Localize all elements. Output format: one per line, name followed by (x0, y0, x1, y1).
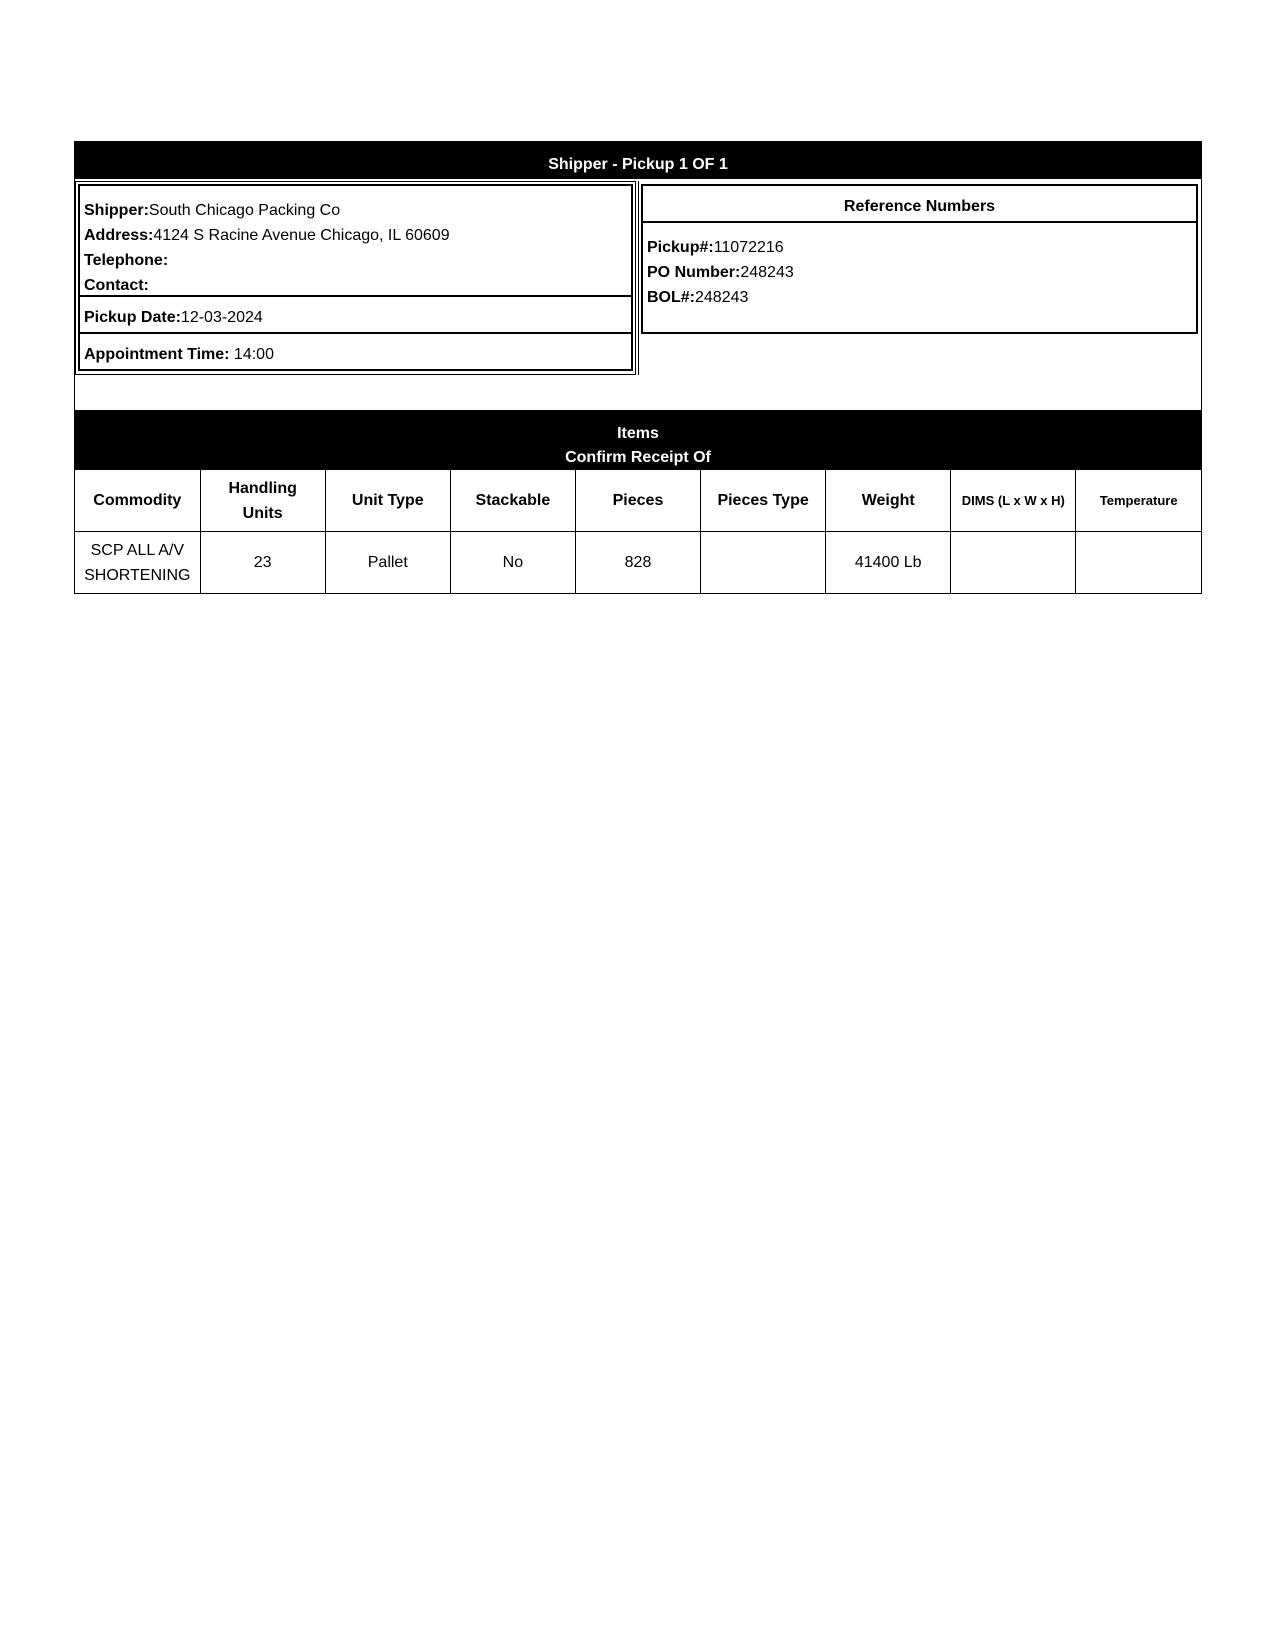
cell-unit-type: Pallet (325, 532, 450, 594)
col-pieces: Pieces (575, 470, 700, 532)
pickup-number-value: 11072216 (713, 239, 784, 256)
col-stackable: Stackable (450, 470, 575, 532)
bol-number-line (647, 285, 1196, 310)
reference-body (643, 223, 1196, 310)
reference-column (641, 184, 1198, 334)
items-subtitle: Confirm Receipt Of (565, 449, 711, 466)
cell-stackable: No (450, 532, 575, 594)
col-dims: DIMS (L x W x H) (951, 470, 1076, 532)
address-label: Address: (84, 227, 154, 244)
address-value: 4124 S Racine Avenue Chicago, IL 60609 (153, 227, 450, 244)
po-number-value: 248243 (740, 264, 794, 281)
items-table (75, 470, 1201, 593)
cell-commodity-text: SCP ALL A/V SHORTENING (84, 541, 191, 584)
po-number-line (647, 260, 1196, 285)
col-unit-type: Unit Type (325, 470, 450, 532)
contact-label: Contact: (84, 277, 149, 294)
po-number-label: PO Number: (647, 264, 741, 281)
appointment-label: Appointment Time: (84, 346, 230, 363)
document-header (75, 142, 1201, 179)
bol-number-label: BOL#: (647, 289, 695, 306)
col-handling-units-label: Handling Units (228, 479, 297, 522)
table-row (75, 532, 1201, 594)
pickup-document (74, 141, 1202, 594)
pickup-date-value: 12-03-2024 (180, 309, 263, 326)
pickup-number-line (647, 235, 1196, 260)
pickup-date-line (84, 309, 631, 327)
pickup-number-label: Pickup#: (647, 239, 714, 256)
pickup-date-label: Pickup Date: (84, 309, 181, 326)
cell-weight: 41400 Lb (826, 532, 951, 594)
col-handling-units (200, 470, 325, 532)
items-header (75, 410, 1201, 470)
reference-box (641, 184, 1198, 334)
cell-handling-units: 23 (200, 532, 325, 594)
bol-number-value: 248243 (695, 289, 749, 306)
document-title: Shipper - Pickup 1 OF 1 (548, 156, 728, 173)
telephone-line (84, 248, 631, 273)
shipper-label: Shipper: (84, 202, 149, 219)
cell-commodity (75, 532, 200, 594)
col-temperature: Temperature (1076, 470, 1201, 532)
appointment-box (78, 334, 633, 371)
col-weight: Weight (826, 470, 951, 532)
column-divider (638, 181, 639, 375)
cell-temperature (1076, 532, 1201, 594)
contact-line (84, 273, 631, 298)
cell-dims (951, 532, 1076, 594)
items-title: Items (617, 425, 659, 442)
reference-title: Reference Numbers (643, 186, 1196, 223)
shipper-info-box (78, 184, 633, 297)
items-header-row (75, 470, 1201, 532)
shipper-column (78, 184, 633, 371)
col-pieces-type: Pieces Type (701, 470, 826, 532)
telephone-label: Telephone: (84, 252, 169, 269)
col-commodity: Commodity (75, 470, 200, 532)
appointment-line (84, 346, 631, 364)
cell-pieces-type (701, 532, 826, 594)
shipper-value: South Chicago Packing Co (148, 202, 341, 219)
shipper-line (84, 198, 631, 223)
top-section (75, 179, 1201, 410)
cell-pieces: 828 (575, 532, 700, 594)
address-line (84, 223, 631, 248)
appointment-value: 14:00 (229, 346, 274, 363)
pickup-date-box (78, 297, 633, 334)
